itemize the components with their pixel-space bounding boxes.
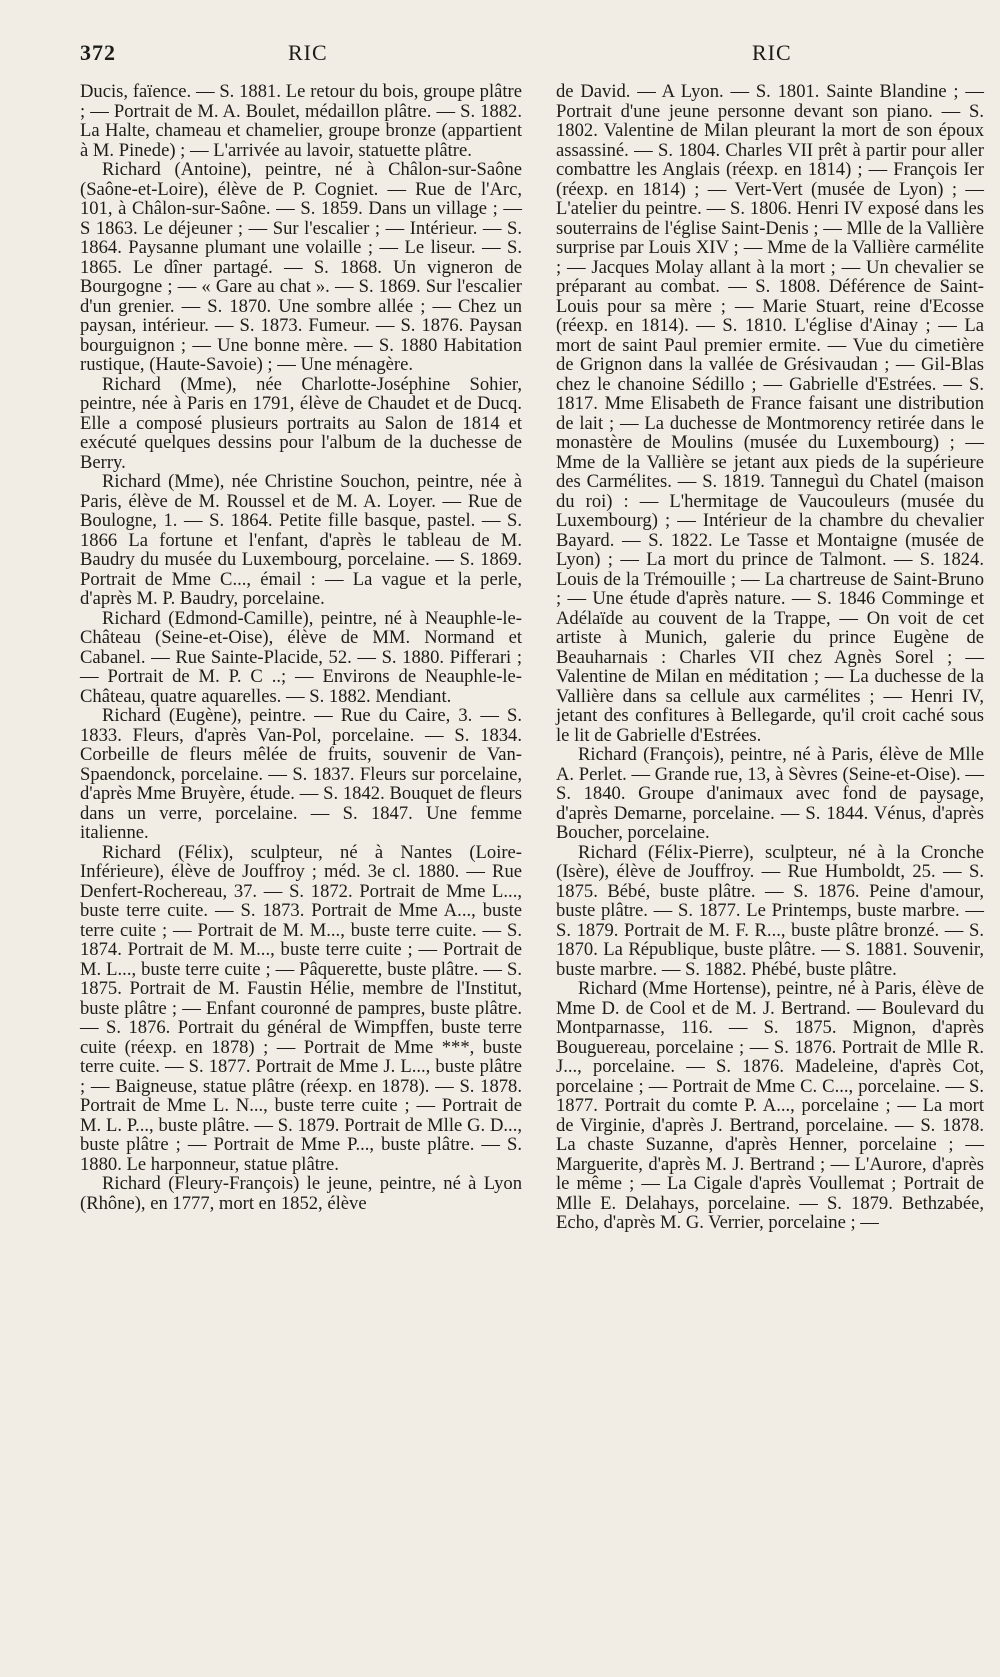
entry-richard-eugene: Richard (Eugène), peintre. — Rue du Caire, 3. — S. 1833. Fleurs, d'après Van-Pol, porcelaine. — S. 1834. Corbeille de fleurs mêlée de fruits, souvenir de Van-Spaendonck, porcelaine. — S. 1837. Fleurs sur porcelaine, d'après Mme Bruyère, étude. — S. 1842. Bouquet de fleurs dans un verre, porcelaine. — S. 1847. Une femme italienne. bbox=[80, 705, 522, 843]
entry-richard-francois: Richard (François), peintre, né à Paris, élève de Mlle A. Perlet. — Grande rue, 13, à Sèvres (Seine-et-Oise). — S. 1840. Groupe d'animaux avec fond de paysage, d'après Demarne, porcelaine. — S. 1844. Vénus, d'après Boucher, porcelaine. bbox=[556, 744, 984, 843]
running-head-right: RIC bbox=[752, 40, 792, 65]
entry-fleury-francois-continued: de David. — A Lyon. — S. 1801. Sainte Blandine ; — Portrait d'une jeune personne devant son piano. — S. 1802. Valentine de Milan pleurant la mort de son époux assassiné. — S. 1804. Charles VII prêt à partir pour aller combattre les Anglais (réexp. en 1814) ; — François Ier (réexp. en 1814) ; — Vert-Vert (musée de Lyon) ; — L'atelier du peintre. — S. 1806. Henri IV exposé dans les souterrains de l'église Saint-Denis ; — Mlle de la Vallière surprise par Louis XIV ; — Mme de la Vallière carmélite ; — Jacques Molay allant à la mort ; — Un chevalier se préparant au combat. — S. 1808. Déférence de Saint-Louis pour sa mère ; — Marie Stuart, reine d'Ecosse (réexp. en 1814). — S. 1810. L'église d'Ainay ; — La mort de saint Paul premier ermite. — Vue du cimetière de Grignon dans la vallée de Grésivaudan ; — Gil-Blas chez le chanoine Sédillo ; — Gabrielle d'Estrées. — S. 1817. Mme Elisabeth de France faisant une distribution de lait ; — La duchesse de Montmorency retirée dans le monastère de Moulins (musée du Luxembourg) ; — Mme de la Vallière se jetant aux pieds de la supérieure des Carmélites. — S. 1819. Tanneguì du Chatel (maison du roi) : — L'hermitage de Vaucouleurs (musée du Luxembourg) ; — Intérieur de la chambre du chevalier Bayard. — S. 1822. Le Tasse et Montaigne (musée de Lyon) ; — La mort du prince de Talmont. — S. 1824. Louis de la Trémouille ; — La chartreuse de Saint-Bruno ; — Une étude d'après nature. — S. 1846 Comminge et Adélaïde au couvent de la Trappe, — On voit de cet artiste à Munich, galerie du prince Eugène de Beauharnais : Charles VII chez Agnès Sorel ; — Valentine de Milan en méditation ; — La duchesse de la Vallière dans sa cellule aux carmélites ; — Henri IV, jetant des confitures à Bellegarde, qu'il croit caché sous le lit de Gabrielle d'Estrées. bbox=[556, 81, 984, 746]
entry-richard-christine: Richard (Mme), née Christine Souchon, peintre, née à Paris, élève de M. Roussel et de M. A. Loyer. — Rue de Boulogne, 1. — S. 1864. Petite fille basque, pastel. — S. 1866 La fortune et l'enfant, d'après le tableau de M. Baudry du musée du Luxembourg, porcelaine. — S. 1869. Portrait de Mme C..., émail : — La vague et la perle, d'après M. P. Baudry, porcelaine. bbox=[80, 471, 522, 609]
entry-richard-hortense: Richard (Mme Hortense), peintre, né à Paris, élève de Mme D. de Cool et de M. J. Bertrand. — Boulevard du Montparnasse, 116. — S. 1875. Mignon, d'après Bouguereau, porcelaine ; — S. 1876. Portrait de Mlle R. J..., porcelaine. — S. 1876. Madeleine, d'après Cot, porcelaine ; — Portrait de Mme C. C..., porcelaine. — S. 1877. Portrait du comte P. A..., porcelaine ; — La mort de Virginie, d'après J. Bertrand, porcelaine. — S. 1878. La chaste Suzanne, d'après Henner, porcelaine ; — Marguerite, d'après M. J. Bertrand ; — L'Aurore, d'après le même ; — La Cigale d'après Voullemat ; Portrait de Mlle E. Delahays, porcelaine. — S. 1879. Bethzabée, Echo, d'après M. G. Verrier, porcelaine ; — bbox=[556, 978, 984, 1233]
entry-continuation: Ducis, faïence. — S. 1881. Le retour du bois, groupe plâtre ; — Portrait de M. A. Boulet, médaillon plâtre. — S. 1882. La Halte, chameau et chamelier, groupe bronze (appartient à M. Pinede) ; — L'arrivée au lavoir, statuette plâtre. bbox=[80, 81, 522, 161]
entry-richard-antoine: Richard (Antoine), peintre, né à Châlon-sur-Saône (Saône-et-Loire), élève de P. Cogniet. — Rue de l'Arc, 101, à Châlon-sur-Saône. — S. 1859. Dans un village ; — S 1863. Le déjeuner ; — Sur l'escalier ; — Intérieur. — S. 1864. Paysanne plumant une volaille ; — Le liseur. — S. 1865. Le dîner partagé. — S. 1868. Un vigneron de Bourgogne ; — « Gare au chat ». — S. 1869. Sur l'escalier d'un grenier. — S. 1870. Une sombre allée ; — Chez un paysan, intérieur. — S. 1873. Fumeur. — S. 1876. Paysan bourguignon ; — Une bonne mère. — S. 1880 Habitation rustique, (Haute-Savoie) ; — Une ménagère. bbox=[80, 159, 522, 375]
page-number: 372 bbox=[80, 40, 116, 65]
right-column bbox=[556, 82, 984, 1233]
entry-richard-edmond-camille: Richard (Edmond-Camille), peintre, né à Neauphle-le-Château (Seine-et-Oise), élève de MM. Normand et Cabanel. — Rue Sainte-Placide, 52. — S. 1880. Pifferari ; — Portrait de M. P. C ..; — Environs de Neauphle-le-Château, quatre aquarelles. — S. 1882. Mendiant. bbox=[80, 607, 522, 707]
entry-richard-felix: Richard (Félix), sculpteur, né à Nantes (Loire-Inférieure), élève de Jouffroy ; méd. 3e cl. 1880. — Rue Denfert-Rochereau, 37. — S. 1872. Portrait de Mme L..., buste terre cuite. — S. 1873. Portrait de Mme A..., buste terre cuite ; — Portrait de M. M..., buste terre cuite. — S. 1874. Portrait de M. M..., buste terre cuite ; — Portrait de M. L..., buste terre cuite ; — Pâquerette, buste plâtre. — S. 1875. Portrait de M. Faustin Hélie, membre de l'Institut, buste plâtre ; — Enfant couronné de pampres, buste plâtre. — S. 1876. Portrait du général de Wimpffen, buste terre cuite (réexp. en 1878) ; — Portrait de Mme ***, buste terre cuite. — S. 1877. Portrait de Mme J. L..., buste plâtre ; — Baigneuse, statue plâtre (réexp. en 1878). — S. 1878. Portrait de Mme L. N..., buste terre cuite ; — Portrait de M. L. P..., buste plâtre. — S. 1879. Portrait de Mlle G. D..., buste plâtre ; — Portrait de Mme P..., buste plâtre. — S. 1880. Le harponneur, statue plâtre. bbox=[80, 841, 522, 1175]
entry-richard-fleury-francois: Richard (Fleury-François) le jeune, peintre, né à Lyon (Rhône), en 1777, mort en 1852, élève bbox=[80, 1173, 522, 1214]
entry-richard-charlotte-josephine: Richard (Mme), née Charlotte-Joséphine Sohier, peintre, née à Paris en 1791, élève de Chaudet et de Ducq. Elle a composé plusieurs portraits au Salon de 1814 et exécuté quelques dessins pour l'album de la duchesse de Berry. bbox=[80, 373, 522, 473]
left-column bbox=[80, 82, 522, 1213]
running-head-left: RIC bbox=[288, 40, 328, 65]
entry-richard-felix-pierre: Richard (Félix-Pierre), sculpteur, né à la Cronche (Isère), élève de Jouffroy. — Rue Humboldt, 25. — S. 1875. Bébé, buste plâtre. — S. 1876. Peine d'amour, buste plâtre. — S. 1877. Le Printemps, buste marbre. — S. 1879. Portrait de M. F. R..., buste plâtre bronzé. — S. 1870. La République, buste plâtre. — S. 1881. Souvenir, buste marbre. — S. 1882. Phébé, buste plâtre. bbox=[556, 841, 984, 980]
